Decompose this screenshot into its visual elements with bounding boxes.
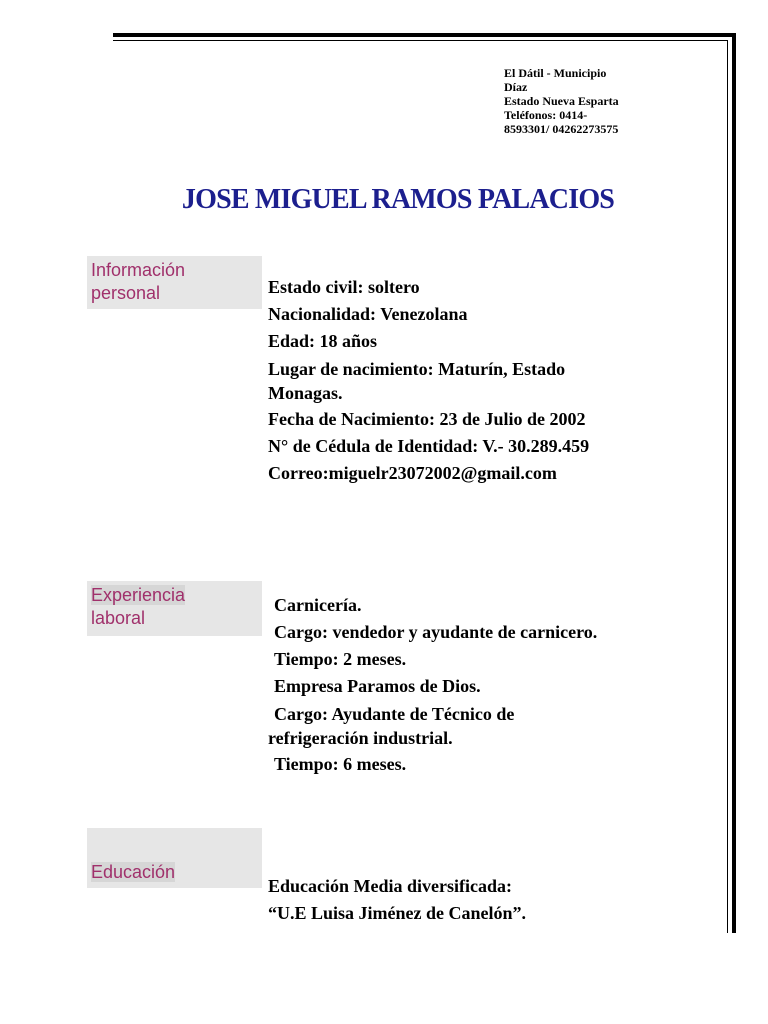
school-name: “U.E Luisa Jiménez de Canelón”.: [268, 903, 527, 923]
age: Edad: 18 años: [268, 331, 378, 351]
experience-line: Tiempo: 6 meses.: [274, 754, 407, 774]
birthplace: Lugar de nacimiento: Maturín, Estado Monagas.: [268, 359, 566, 403]
section-label-experience: [87, 581, 262, 636]
work-experience: [268, 592, 688, 778]
address-line: 8593301/ 04262273575: [504, 122, 619, 136]
address-line: Teléfonos: 0414-: [504, 108, 588, 122]
contact-address: [504, 66, 654, 136]
page-border-right: [732, 33, 736, 933]
page-border-right-inner: [727, 40, 728, 933]
birth-date: Fecha de Nacimiento: 23 de Julio de 2002: [268, 409, 586, 429]
page-border-top-inner: [113, 40, 727, 41]
personal-info: [268, 274, 688, 487]
address-line: Estado Nueva Esparta: [504, 94, 619, 108]
section-label-education: Educación: [87, 828, 262, 888]
nationality: Nacionalidad: Venezolana: [268, 304, 468, 324]
section-label-line: Experiencia: [91, 585, 186, 605]
page-border-top: [113, 33, 736, 37]
address-line: Díaz: [504, 80, 528, 94]
id-number: N° de Cédula de Identidad: V.- 30.289.459: [268, 436, 590, 456]
experience-line: Carnicería.: [274, 595, 362, 615]
address-line: El Dátil - Municipio: [504, 66, 607, 80]
education-info: [268, 873, 688, 927]
marital-status: Estado civil: soltero: [268, 277, 420, 297]
section-label-personal: [87, 256, 262, 309]
education-level: Educación Media diversificada:: [268, 876, 512, 896]
section-label-line: Información: [91, 260, 186, 280]
experience-line: Tiempo: 2 meses.: [274, 649, 407, 669]
section-label-line: personal: [91, 283, 161, 303]
candidate-name: JOSE MIGUEL RAMOS PALACIOS: [181, 184, 615, 215]
email: Correo:miguelr23072002@gmail.com: [268, 463, 557, 483]
experience-line: Cargo: Ayudante de Técnico de refrigeración industrial.: [268, 704, 515, 748]
section-label-line: laboral: [91, 608, 146, 628]
experience-line: Cargo: vendedor y ayudante de carnicero.: [274, 622, 598, 642]
experience-line: Empresa Paramos de Dios.: [274, 676, 481, 696]
